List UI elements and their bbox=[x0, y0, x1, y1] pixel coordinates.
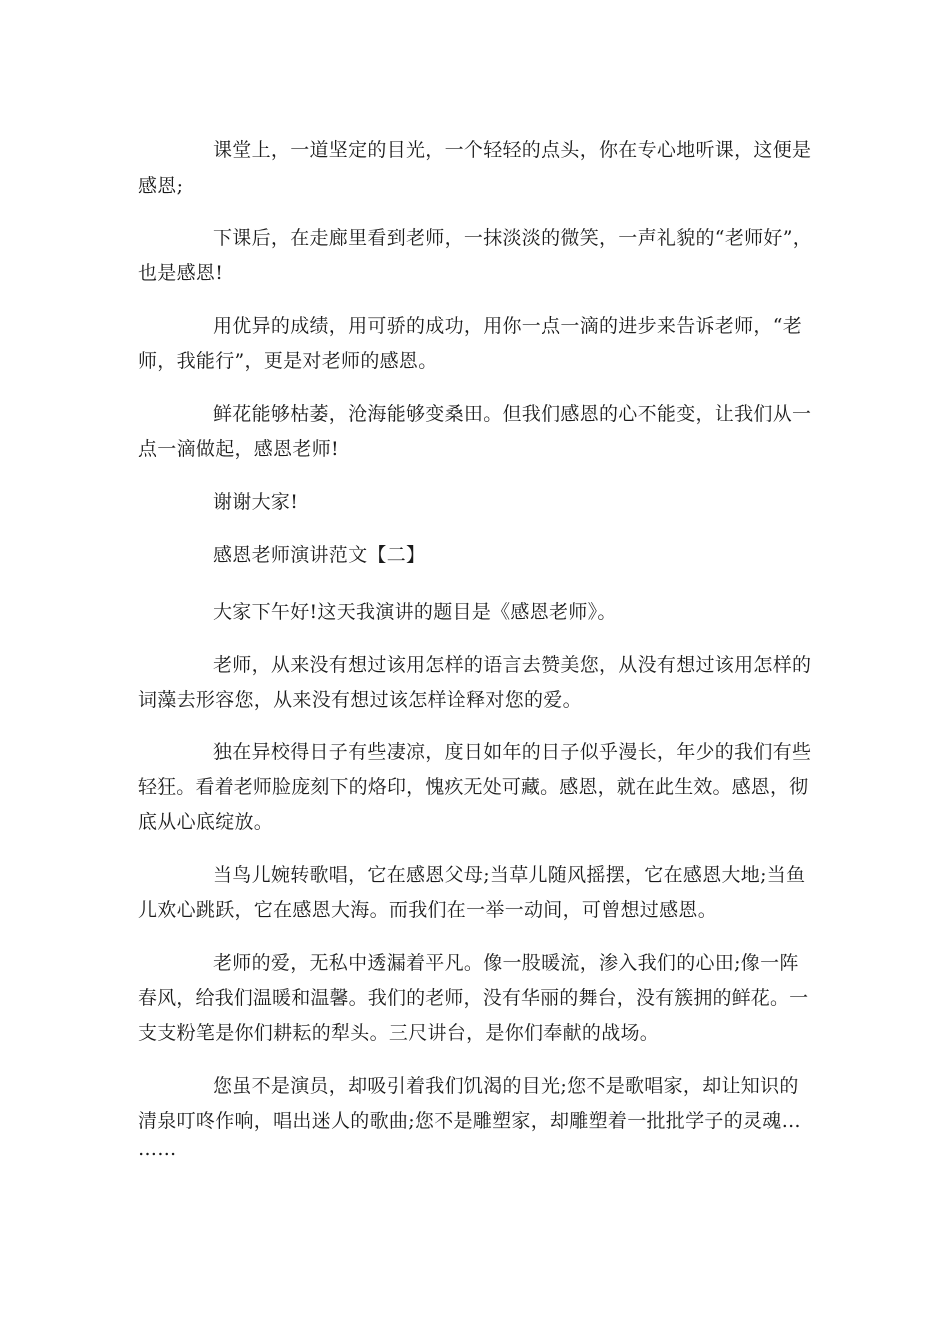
paragraph-9-line-2: 轻狂。看着老师脸庞刻下的烙印，愧疚无处可藏。感恩，就在此生效。感恩，彻 bbox=[138, 776, 809, 798]
paragraph-1-line-2: 感恩; bbox=[138, 175, 184, 197]
paragraph-4-line-2: 点一滴做起，感恩老师! bbox=[138, 438, 339, 460]
paragraph-10-line-2: 儿欢心跳跃，它在感恩大海。而我们在一举一动间，可曾想过感恩。 bbox=[138, 899, 718, 921]
section-heading: 感恩老师演讲范文【二】 bbox=[213, 544, 426, 566]
paragraph-3-line-1: 用优异的成绩，用可骄的成功，用你一点一滴的进步来告诉老师，“老 bbox=[213, 315, 803, 337]
paragraph-12-line-1: 您虽不是演员，却吸引着我们饥渴的目光;您不是歌唱家，却让知识的 bbox=[213, 1075, 799, 1097]
paragraph-11-line-3: 支支粉笔是你们耕耘的犁头。三尺讲台，是你们奉献的战场。 bbox=[138, 1022, 660, 1044]
paragraph-2-line-2: 也是感恩! bbox=[138, 262, 224, 284]
paragraph-8-line-1: 老师，从来没有想过该用怎样的语言去赞美您，从没有想过该用怎样的 bbox=[213, 654, 812, 676]
paragraph-7-line-1: 大家下午好!这天我演讲的题目是《感恩老师》。 bbox=[213, 601, 617, 623]
paragraph-4-line-1: 鲜花能够枯萎，沧海能够变桑田。但我们感恩的心不能变，让我们从一 bbox=[213, 403, 812, 425]
paragraph-8-line-2: 词藻去形容您，从来没有想过该怎样诠释对您的爱。 bbox=[138, 689, 582, 711]
paragraph-3-line-2: 师，我能行”，更是对老师的感恩。 bbox=[138, 350, 438, 372]
paragraph-2-line-1: 下课后，在走廊里看到老师，一抹淡淡的微笑，一声礼貌的“老师好”， bbox=[213, 227, 813, 249]
paragraph-12-line-3: …… bbox=[138, 1138, 177, 1160]
paragraph-9-line-3: 底从心底绽放。 bbox=[138, 811, 274, 833]
paragraph-1-line-1: 课堂上，一道坚定的目光，一个轻轻的点头，你在专心地听课，这便是 bbox=[213, 139, 812, 161]
paragraph-9-line-1: 独在异校得日子有些凄凉，度日如年的日子似乎漫长，年少的我们有些 bbox=[213, 741, 812, 763]
paragraph-11-line-2: 春风，给我们温暖和温馨。我们的老师，没有华丽的舞台，没有簇拥的鲜花。一 bbox=[138, 987, 809, 1009]
paragraph-5-line-1: 谢谢大家! bbox=[213, 491, 299, 513]
paragraph-11-line-1: 老师的爱，无私中透漏着平凡。像一股暖流，渗入我们的心田;像一阵 bbox=[213, 952, 799, 974]
paragraph-12-line-2: 清泉叮咚作响，唱出迷人的歌曲;您不是雕塑家，却雕塑着一批批学子的灵魂… bbox=[138, 1110, 801, 1132]
paragraph-10-line-1: 当鸟儿婉转歌唱，它在感恩父母;当草儿随风摇摆，它在感恩大地;当鱼 bbox=[213, 864, 806, 886]
